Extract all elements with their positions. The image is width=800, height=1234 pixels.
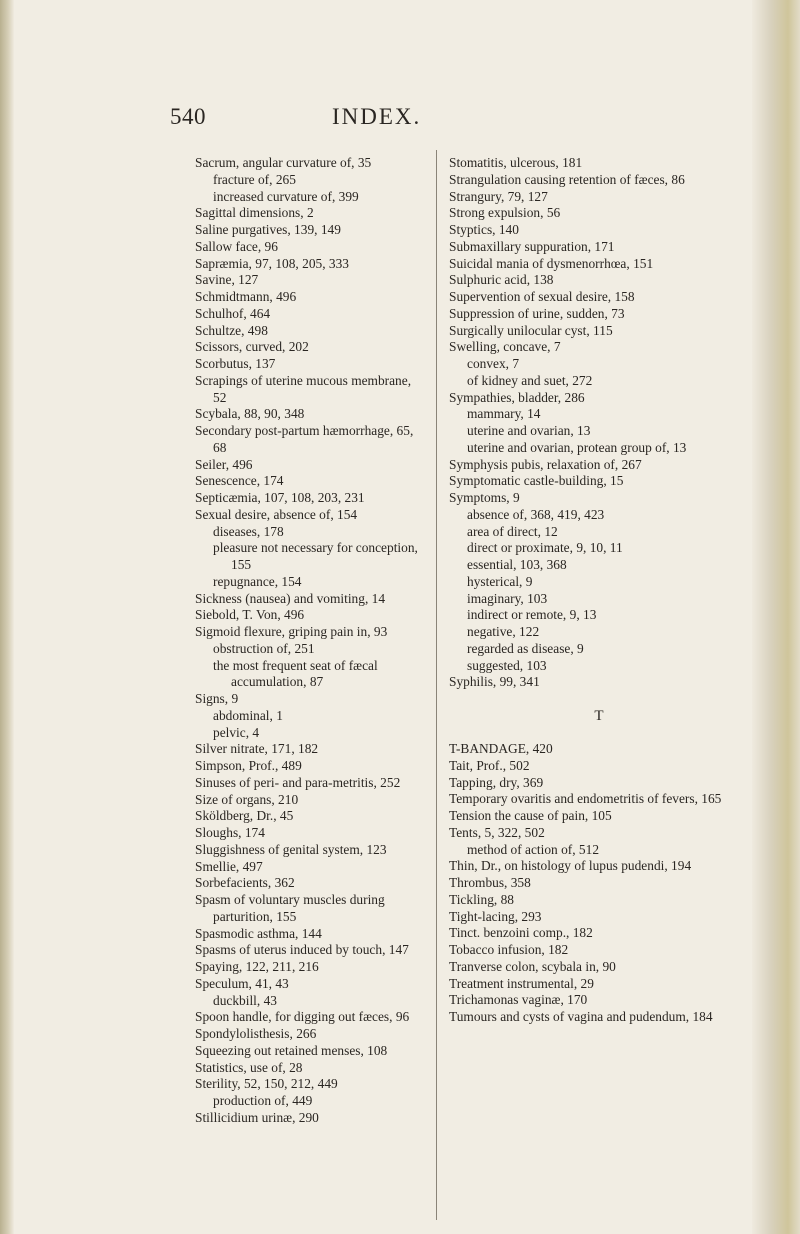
index-entry: Saline purgatives, 139, 149 xyxy=(195,222,341,237)
index-subentry: regarded as disease, 9 xyxy=(467,640,584,656)
index-entry: Supervention of sexual desire, 158 xyxy=(449,289,635,304)
index-entry: Tight-lacing, 293 xyxy=(449,908,542,924)
index-entry: Strong expulsion, 56 xyxy=(449,205,561,221)
index-entry: Scybala, 88, 90, 348 xyxy=(195,406,305,422)
index-entry: Scrapings of uterine mucous membrane, 52 xyxy=(195,372,412,405)
index-subentry: uterine and ovarian, 13 xyxy=(467,423,591,438)
index-subentry: diseases, 178 xyxy=(213,523,284,539)
index-subentry: mammary, 14 xyxy=(467,406,541,422)
index-subentry: indirect or remote, 9, 13 xyxy=(467,607,597,623)
index-entry: Sulphuric acid, 138 xyxy=(449,272,554,288)
index-subentry: essential, 103, 368 xyxy=(467,557,567,572)
index-entry: Senescence, 174 xyxy=(195,473,284,489)
index-entry: Sickness (nausea) and vomiting, 14 xyxy=(195,590,386,606)
index-entry: Speculum, 41, 43 xyxy=(195,975,289,991)
index-entry: Symphysis pubis, relaxation of, 267 xyxy=(449,456,642,472)
index-subentry: of kidney and suet, 272 xyxy=(467,372,593,388)
index-entry: Symptoms, 9 xyxy=(449,490,520,505)
index-entry: Temporary ovaritis and endometritis of fevers, 165 xyxy=(449,791,722,807)
index-entry: Sapræmia, 97, 108, 205, 333 xyxy=(195,255,349,271)
index-entry: Styptics, 140 xyxy=(449,222,519,237)
index-entry: Sallow face, 96 xyxy=(195,238,278,254)
index-entry: Strangury, 79, 127 xyxy=(449,188,548,204)
index-entry: Symptomatic castle-building, 15 xyxy=(449,473,624,489)
index-entry: Tension the cause of pain, 105 xyxy=(449,808,612,823)
index-entry: Sluggishness of genital system, 123 xyxy=(195,841,387,857)
index-entry: Suicidal mania of dysmenorrhœa, 151 xyxy=(449,255,654,271)
index-entry: Sympathies, bladder, 286 xyxy=(449,389,585,405)
index-subentry: negative, 122 xyxy=(467,624,540,639)
index-entry: Tapping, dry, 369 xyxy=(449,774,544,790)
index-subentry: hysterical, 9 xyxy=(467,573,533,589)
index-entry: Tinct. benzoini comp., 182 xyxy=(449,925,593,941)
index-entry: Tents, 5, 322, 502 xyxy=(449,824,545,840)
index-entry: Sterility, 52, 150, 212, 449 xyxy=(195,1076,338,1092)
index-subentry: fracture of, 265 xyxy=(213,171,296,187)
index-entry: Submaxillary suppuration, 171 xyxy=(449,238,615,254)
index-entry: Spasm of voluntary muscles during parturition, 155 xyxy=(195,892,385,924)
index-entry: Swelling, concave, 7 xyxy=(449,339,561,355)
index-entry: Stillicidium urinæ, 290 xyxy=(195,1109,319,1125)
index-entry: Sloughs, 174 xyxy=(195,825,265,840)
index-entry: Sigmoid flexure, griping pain in, 93 xyxy=(195,624,388,639)
page-number: 540 xyxy=(170,104,206,129)
index-subentry: repugnance, 154 xyxy=(213,573,302,589)
index-entry: Schulhof, 464 xyxy=(195,305,271,321)
index-subentry: direct or proximate, 9, 10, 11 xyxy=(467,540,623,556)
index-entry: Secondary post-partum hæmorrhage, 65, 68 xyxy=(195,423,414,455)
running-title: INDEX. xyxy=(332,104,422,129)
index-entry: Seiler, 496 xyxy=(195,456,253,472)
index-entry: Siebold, T. Von, 496 xyxy=(195,607,305,623)
index-subentry: suggested, 103 xyxy=(467,657,547,673)
index-subentry: abdominal, 1 xyxy=(213,707,283,723)
index-entry: T-BANDAGE, 420 xyxy=(449,741,553,756)
index-subentry: duckbill, 43 xyxy=(213,992,277,1008)
index-entry: Sköldberg, Dr., 45 xyxy=(195,808,294,824)
index-entry: Tranverse colon, scybala in, 90 xyxy=(449,958,616,974)
index-entry: Spondylolisthesis, 266 xyxy=(195,1026,317,1041)
index-section-s xyxy=(449,155,749,691)
index-entry: Stomatitis, ulcerous, 181 xyxy=(449,155,583,170)
index-entry: Simpson, Prof., 489 xyxy=(195,758,302,773)
index-subentry: convex, 7 xyxy=(467,356,520,371)
index-subentry: production of, 449 xyxy=(213,1093,313,1108)
index-entry: Tickling, 88 xyxy=(449,891,514,907)
index-entry: Surgically unilocular cyst, 115 xyxy=(449,322,613,338)
index-entry: Strangulation causing retention of fæces, 86 xyxy=(449,171,685,187)
index-entry: Squeezing out retained menses, 108 xyxy=(195,1042,388,1058)
index-entry: Savine, 127 xyxy=(195,272,259,288)
index-entry: Thrombus, 358 xyxy=(449,875,531,890)
index-entry: Thin, Dr., on histology of lupus pudendi, 194 xyxy=(449,858,692,874)
index-entry: Sagittal dimensions, 2 xyxy=(195,205,314,221)
index-subentry: area of direct, 12 xyxy=(467,523,558,539)
index-entry: Tobacco infusion, 182 xyxy=(449,942,569,957)
index-entry: Sacrum, angular curvature of, 35 xyxy=(195,155,372,170)
index-entry: Smellie, 497 xyxy=(195,858,263,874)
index-column-right xyxy=(449,155,749,1026)
index-entry: Schmidtmann, 496 xyxy=(195,289,297,304)
running-header xyxy=(170,104,730,136)
index-entry: Signs, 9 xyxy=(195,691,239,706)
index-entry: Spaying, 122, 211, 216 xyxy=(195,959,319,974)
index-entry: Spasms of uterus induced by touch, 147 xyxy=(195,942,409,958)
column-divider xyxy=(436,150,437,1220)
index-subentry: pleasure not necessary for conception, 155 xyxy=(213,540,418,572)
page-edge-right xyxy=(752,0,800,1234)
index-entry: Tumours and cysts of vagina and pudendum, 184 xyxy=(449,1009,713,1024)
index-column-left xyxy=(195,155,420,1127)
index-subentry: method of action of, 512 xyxy=(467,841,600,857)
index-entry: Scissors, curved, 202 xyxy=(195,339,309,355)
index-entry: Tait, Prof., 502 xyxy=(449,757,530,773)
index-entry: Trichamonas vaginæ, 170 xyxy=(449,992,588,1008)
index-entry: Syphilis, 99, 341 xyxy=(449,674,540,690)
index-entry: Silver nitrate, 171, 182 xyxy=(195,741,319,757)
index-entry: Septicæmia, 107, 108, 203, 231 xyxy=(195,490,365,505)
index-entry: Statistics, use of, 28 xyxy=(195,1059,303,1075)
section-letter-heading: T xyxy=(594,708,604,724)
index-entry: Size of organs, 210 xyxy=(195,791,299,807)
index-entry: Sinuses of peri- and para-metritis, 252 xyxy=(195,774,401,790)
index-subentry: imaginary, 103 xyxy=(467,590,548,606)
index-section-t xyxy=(449,741,749,1026)
index-entry: Treatment instrumental, 29 xyxy=(449,975,594,991)
index-subentry: obstruction of, 251 xyxy=(213,640,315,656)
index-subentry: uterine and ovarian, protean group of, 13 xyxy=(467,439,687,455)
index-subentry: pelvic, 4 xyxy=(213,724,260,740)
page-edge-left xyxy=(0,0,14,1234)
index-entry: Scorbutus, 137 xyxy=(195,356,276,371)
index-subentry: increased curvature of, 399 xyxy=(213,188,359,204)
index-entry: Suppression of urine, sudden, 73 xyxy=(449,305,625,321)
index-entry: Spoon handle, for digging out fæces, 96 xyxy=(195,1009,410,1025)
index-subentry: the most frequent seat of fæcal accumulation, 87 xyxy=(213,657,378,690)
index-entry: Sexual desire, absence of, 154 xyxy=(195,506,358,522)
index-entry: Sorbefacients, 362 xyxy=(195,875,295,891)
index-entry: Spasmodic asthma, 144 xyxy=(195,925,322,941)
index-subentry: absence of, 368, 419, 423 xyxy=(467,506,605,522)
index-entry: Schultze, 498 xyxy=(195,322,268,338)
